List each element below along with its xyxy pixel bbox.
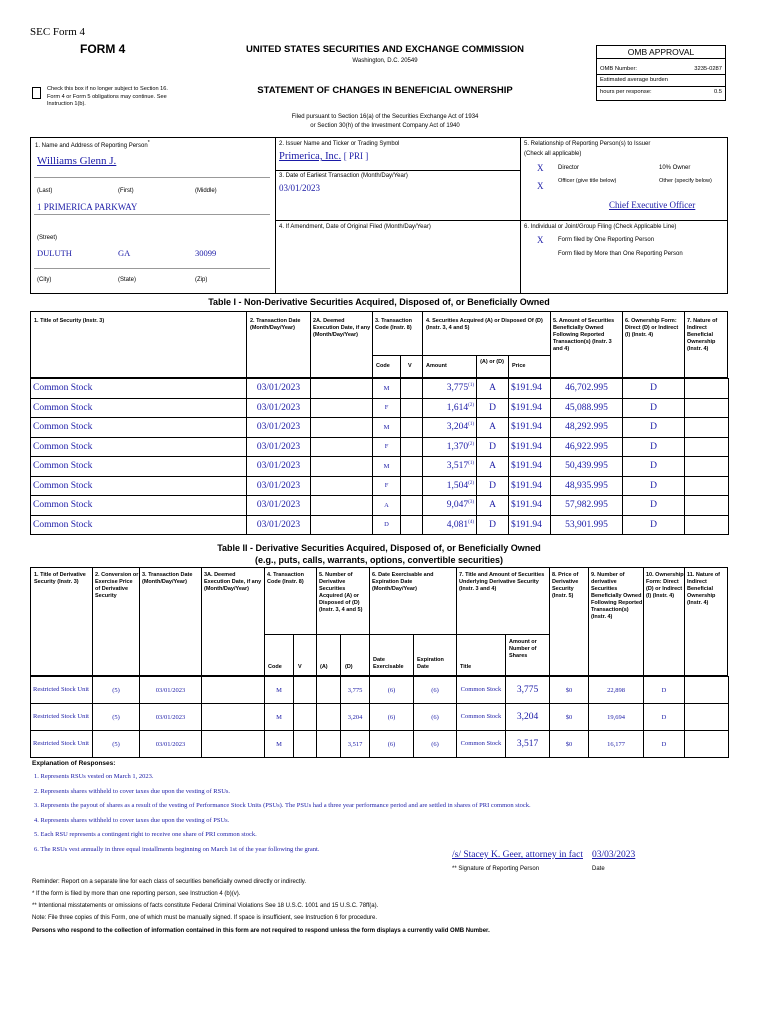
amount: 9,047$^{(3)}$ <box>423 496 477 516</box>
owned-following: 46,702.995 <box>551 379 623 399</box>
derivative-price: $0 <box>550 704 589 731</box>
issuer-label: 2. Issuer Name and Ticker or Trading Symbol <box>279 141 400 147</box>
ownership-form: D <box>623 437 685 457</box>
no-longer-subject-checkbox[interactable] <box>32 87 41 99</box>
security-title: Common Stock <box>31 496 247 516</box>
t1-h2a: 2A. Deemed Execution Date, if any (Month/Day/Year) <box>313 318 371 338</box>
amount: 1,370$^{(2)}$ <box>423 437 477 457</box>
table1-row <box>31 496 729 516</box>
sec-form-label: SEC Form 4 <box>30 26 86 38</box>
transaction-code: M <box>373 418 401 438</box>
ownership-form: D <box>623 418 685 438</box>
ownership-form: D <box>623 476 685 496</box>
t1-h6: 6. Ownership Form: Direct (D) or Indirect (I) (Instr. 4) <box>625 318 679 338</box>
t1-h4: 4. Securities Acquired (A) or Disposed Of (D) (Instr. 3, 4 and 5) <box>426 318 543 331</box>
derivative-price: $0 <box>550 677 589 704</box>
disposed-amount: 3,775 <box>341 677 370 704</box>
conversion-price: (5) <box>93 731 140 758</box>
disposed-amount: 3,204 <box>341 704 370 731</box>
explanation-item: 1. Represents RSUs vested on March 1, 2023. <box>34 773 154 780</box>
footer-reminder: Reminder: Report on a separate line for each class of securities beneficially owned directly or indirectly. <box>32 879 307 885</box>
acquired-disposed: A <box>477 379 509 399</box>
owned-following: 45,088.995 <box>551 398 623 418</box>
t1-v: V <box>408 363 412 369</box>
first-label: (First) <box>118 188 134 194</box>
t1-price: Price <box>512 363 526 369</box>
last-label: (Last) <box>37 188 53 194</box>
filing-label: 6. Individual or Joint/Group Filing (Check Applicable Line) <box>524 224 677 230</box>
acquired-disposed: A <box>477 418 509 438</box>
derivative-title: Restricted Stock Unit <box>31 731 93 758</box>
t2-date-ex: Date Exercisable <box>373 657 404 670</box>
explanation-title: Explanation of Responses: <box>32 760 116 767</box>
amount: 4,081$^{(4)}$ <box>423 515 477 535</box>
transaction-code: M <box>265 704 294 731</box>
security-title: Common Stock <box>31 379 247 399</box>
transaction-date: 03/01/2023 <box>247 496 311 516</box>
transaction-date: 03/01/2023 <box>247 379 311 399</box>
ownership-form: D <box>644 731 685 758</box>
t2-exp: Expiration Date <box>417 657 444 670</box>
owned-following: 48,935.995 <box>551 476 623 496</box>
derivative-title: Restricted Stock Unit <box>31 704 93 731</box>
amendment-label: 4. If Amendment, Date of Original Filed (Month/Day/Year) <box>279 224 431 230</box>
derivative-title: Restricted Stock Unit <box>31 677 93 704</box>
t2-h11: 11. Nature of Indirect Beneficial Ownership (Instr. 4) <box>687 572 721 606</box>
t1-amount: Amount <box>426 363 447 369</box>
footer-note-2: ** Intentional misstatements or omissions of facts constitute Federal Criminal Violations See 18 U.S.C. 1001 and 15 U.S.C. 78ff(a). <box>32 903 379 909</box>
transaction-code: F <box>373 398 401 418</box>
table2-title: Table II - Derivative Securities Acquired, Disposed of, or Beneficially Owned (e.g., puts, calls, warrants, options, convertible securities) <box>217 543 541 565</box>
transaction-code: F <box>373 437 401 457</box>
table2-row <box>31 704 729 731</box>
signature: /s/ Stacey K. Geer, attorney in fact <box>452 850 583 860</box>
director-mark[interactable]: X <box>537 163 544 173</box>
more-person-label: Form filed by More than One Reporting Person <box>558 251 683 257</box>
security-title: Common Stock <box>31 457 247 477</box>
t1-code: Code <box>376 363 390 369</box>
derivative-owned: 16,177 <box>589 731 644 758</box>
transaction-code: F <box>373 476 401 496</box>
date-exercisable: (6) <box>370 677 414 704</box>
transaction-date: 03/01/2023 <box>247 398 311 418</box>
acquired-disposed: D <box>477 437 509 457</box>
t2-h3a: 3A. Deemed Execution Date, if any (Month/Day/Year) <box>204 572 262 592</box>
security-title: Common Stock <box>31 476 247 496</box>
security-title: Common Stock <box>31 398 247 418</box>
acquired-disposed: A <box>477 496 509 516</box>
transaction-date: 03/01/2023 <box>247 457 311 477</box>
footer-note-3: Note: File three copies of this Form, one of which must be manually signed. If space is insufficient, see Instruction 6 for procedure. <box>32 915 378 921</box>
other-label: Other (specify below) <box>659 178 712 184</box>
explanation-item: 5. Each RSU represents a contingent right to receive one share of PRI common stock. <box>34 831 257 838</box>
explanation-item: 6. The RSUs vest annually in three equal installments beginning on March 1st of the year following the grant. <box>34 845 320 853</box>
officer-mark[interactable]: X <box>537 181 544 191</box>
explanation-item: 4. Represents shares withheld to cover taxes due upon the vesting of PSUs. <box>34 816 230 824</box>
derivative-price: $0 <box>550 731 589 758</box>
amount: 3,204$^{(1)}$ <box>423 418 477 438</box>
reporting-person-label: 1. Name and Address of Reporting Person* <box>35 140 150 149</box>
security-title: Common Stock <box>31 515 247 535</box>
table1-row <box>31 418 729 438</box>
footer-note-1: * If the form is filed by more than one reporting person, see Instruction 4 (b)(v). <box>32 891 241 897</box>
conversion-price: (5) <box>93 677 140 704</box>
transaction-date: 03/01/2023 <box>247 515 311 535</box>
underlying-title: Common Stock <box>457 677 506 704</box>
t2-h4: 4. Transaction Code (Instr. 8) <box>267 572 304 585</box>
street-label: (Street) <box>37 235 58 241</box>
middle-label: (Middle) <box>195 188 217 194</box>
amount: 1,504$^{(2)}$ <box>423 476 477 496</box>
t2-a: (A) <box>320 664 328 670</box>
ownership-form: D <box>644 704 685 731</box>
price: $191.94 <box>509 398 551 418</box>
owned-following: 53,901.995 <box>551 515 623 535</box>
street-address: 1 PRIMERICA PARKWAY <box>37 202 138 212</box>
t1-aord: (A) or (D) <box>480 359 504 365</box>
t2-d: (D) <box>345 664 353 670</box>
transaction-date: 03/01/2023 <box>140 677 202 704</box>
transaction-date: 03/01/2023 <box>247 418 311 438</box>
one-person-mark[interactable]: X <box>537 235 544 245</box>
date-exercisable: (6) <box>370 704 414 731</box>
t2-h1: 1. Title of Derivative Security (Instr. 3) <box>34 572 86 585</box>
signature-label: ** Signature of Reporting Person <box>452 866 540 872</box>
form-title: FORM 4 <box>80 42 126 56</box>
table2-row <box>31 731 729 758</box>
ownership-form: D <box>623 496 685 516</box>
t2-v: V <box>298 664 302 670</box>
owned-following: 48,292.995 <box>551 418 623 438</box>
omb-number-value: 3235-0287 <box>694 66 722 72</box>
table1-body <box>30 378 729 535</box>
t2-h2: 2. Conversion or Exercise Price of Derivative Security <box>95 572 139 599</box>
price: $191.94 <box>509 476 551 496</box>
t1-h5: 5. Amount of Securities Beneficially Owned Following Reported Transaction(s) (Instr. 3 and 4) <box>553 318 615 352</box>
t2-h5: 5. Number of Derivative Securities Acquired (A) or Disposed of (D) (Instr. 3, 4 and 5) <box>319 572 363 613</box>
acquired-disposed: D <box>477 515 509 535</box>
underlying-shares: 3,204 <box>506 704 550 731</box>
relationship-label: 5. Relationship of Reporting Person(s) to Issuer <box>524 141 651 147</box>
conversion-price: (5) <box>93 704 140 731</box>
amount: 3,517$^{(1)}$ <box>423 457 477 477</box>
expiration-date: (6) <box>414 677 457 704</box>
amount: 1,614$^{(2)}$ <box>423 398 477 418</box>
t2-code: Code <box>268 664 282 670</box>
amount: 3,775$^{(1)}$ <box>423 379 477 399</box>
city: DULUTH <box>37 248 72 258</box>
table1-title: Table I - Non-Derivative Securities Acquired, Disposed of, or Beneficially Owned <box>208 297 550 307</box>
filed-line-2: or Section 30(h) of the Investment Company Act of 1940 <box>310 123 460 129</box>
director-label: Director <box>558 165 580 171</box>
ownership-form: D <box>644 677 685 704</box>
t1-h7: 7. Nature of Indirect Beneficial Ownership (Instr. 4) <box>687 318 718 352</box>
zip-label: (Zip) <box>195 277 208 283</box>
relationship-sublabel: (Check all applicable) <box>524 151 582 157</box>
security-title: Common Stock <box>31 418 247 438</box>
transaction-date: 03/01/2023 <box>247 476 311 496</box>
omb-burden-label: Estimated average burden <box>600 77 668 83</box>
price: $191.94 <box>509 418 551 438</box>
t2-h9: 9. Number of derivative Securities Beneficially Owned Following Reported Transaction(s) (Instr. 4) <box>591 572 643 620</box>
acquired-disposed: D <box>477 476 509 496</box>
derivative-owned: 19,694 <box>589 704 644 731</box>
ownership-form: D <box>623 515 685 535</box>
table1-row <box>31 437 729 457</box>
table1-row <box>31 476 729 496</box>
acquired-disposed: A <box>477 457 509 477</box>
table1-row <box>31 515 729 535</box>
city-label: (City) <box>37 277 52 283</box>
checkbox-text: Check this box if no longer subject to Section 16. Form 4 or Form 5 obligations may continue. See Instruction 1(b). <box>47 86 168 107</box>
owned-following: 57,982.995 <box>551 496 623 516</box>
earliest-date: 03/01/2023 <box>279 183 321 193</box>
omb-title: OMB APPROVAL <box>597 46 725 59</box>
underlying-title: Common Stock <box>457 731 506 758</box>
t1-h3: 3. Transaction Code (Instr. 8) <box>375 318 412 331</box>
state-label: (State) <box>118 277 137 283</box>
one-person-label: Form filed by One Reporting Person <box>558 237 655 243</box>
officer-label: Officer (give title below) <box>558 178 617 184</box>
transaction-code: D <box>373 515 401 535</box>
transaction-code: M <box>265 677 294 704</box>
officer-title: Chief Executive Officer <box>609 200 696 210</box>
signature-date: 03/03/2023 <box>592 850 636 860</box>
transaction-code: M <box>265 731 294 758</box>
t1-h1: 1. Title of Security (Instr. 3) <box>34 318 105 324</box>
transaction-date: 03/01/2023 <box>140 731 202 758</box>
omb-hours-label: hours per response: <box>600 89 652 95</box>
table1-row <box>31 457 729 477</box>
commission-title: UNITED STATES SECURITIES AND EXCHANGE COMMISSION <box>246 44 524 55</box>
owned-following: 50,439.995 <box>551 457 623 477</box>
derivative-owned: 22,898 <box>589 677 644 704</box>
price: $191.94 <box>509 457 551 477</box>
price: $191.94 <box>509 379 551 399</box>
transaction-code: A <box>373 496 401 516</box>
ownership-form: D <box>623 457 685 477</box>
table2-row <box>31 677 729 704</box>
earliest-date-label: 3. Date of Earliest Transaction (Month/Day/Year) <box>279 173 408 179</box>
zip: 30099 <box>195 248 217 258</box>
date-exercisable: (6) <box>370 731 414 758</box>
t1-h2: 2. Transaction Date (Month/Day/Year) <box>250 318 301 331</box>
signature-date-label: Date <box>592 866 605 872</box>
price: $191.94 <box>509 496 551 516</box>
omb-hours-value: 0.5 <box>713 89 722 95</box>
table2-body <box>30 676 729 758</box>
table1-row <box>31 379 729 399</box>
omb-number-label: OMB Number: <box>600 66 638 72</box>
ownership-form: D <box>623 379 685 399</box>
location: Washington, D.C. 20549 <box>352 58 418 64</box>
t2-h8: 8. Price of Derivative Security (Instr. 5) <box>552 572 579 599</box>
expiration-date: (6) <box>414 731 457 758</box>
transaction-date: 03/01/2023 <box>247 437 311 457</box>
explanation-item: 2. Represents shares withheld to cover taxes due upon the vesting of RSUs. <box>34 787 231 795</box>
transaction-code: M <box>373 457 401 477</box>
t2-h7: 7. Title and Amount of Securities Underlying Derivative Security (Instr. 3 and 4) <box>459 572 545 592</box>
underlying-shares: 3,775 <box>506 677 550 704</box>
acquired-disposed: D <box>477 398 509 418</box>
underlying-title: Common Stock <box>457 704 506 731</box>
explanation-item: 3. Represents the payout of shares as a result of the vesting of Performance Stock Units (PSUs). The PSUs had a three year performance period and are settled in shares of PRI common stock. <box>34 802 531 809</box>
state: GA <box>118 248 131 258</box>
t2-amount-shares: Amount or Number of Shares <box>509 639 537 659</box>
underlying-shares: 3,517 <box>506 731 550 758</box>
transaction-code: M <box>373 379 401 399</box>
owned-following: 46,922.995 <box>551 437 623 457</box>
security-title: Common Stock <box>31 437 247 457</box>
expiration-date: (6) <box>414 704 457 731</box>
ten-pct-owner-label: 10% Owner <box>659 165 691 171</box>
t2-h10: 10. Ownership Form: Direct (D) or Indirect (I) (Instr. 4) <box>646 572 684 599</box>
price: $191.94 <box>509 515 551 535</box>
statement-title: STATEMENT OF CHANGES IN BENEFICIAL OWNERSHIP <box>257 85 513 96</box>
disposed-amount: 3,517 <box>341 731 370 758</box>
issuer-name: Primerica, Inc. [ PRI ] <box>279 151 369 162</box>
filed-line-1: Filed pursuant to Section 16(a) of the Securities Exchange Act of 1934 <box>291 114 479 120</box>
footer-omb-note: Persons who respond to the collection of information contained in this form are not required to respond unless the form displays a currently valid OMB Number. <box>32 928 490 934</box>
t2-h3: 3. Transaction Date (Month/Day/Year) <box>142 572 193 585</box>
reporting-info-box <box>30 137 728 294</box>
ownership-form: D <box>623 398 685 418</box>
table1-row <box>31 398 729 418</box>
t2-h6: 6. Date Exercisable and Expiration Date (Month/Day/Year) <box>372 572 434 592</box>
transaction-date: 03/01/2023 <box>140 704 202 731</box>
reporting-person-name: Williams Glenn J. <box>37 155 117 167</box>
price: $191.94 <box>509 437 551 457</box>
t2-title: Title <box>460 664 472 670</box>
